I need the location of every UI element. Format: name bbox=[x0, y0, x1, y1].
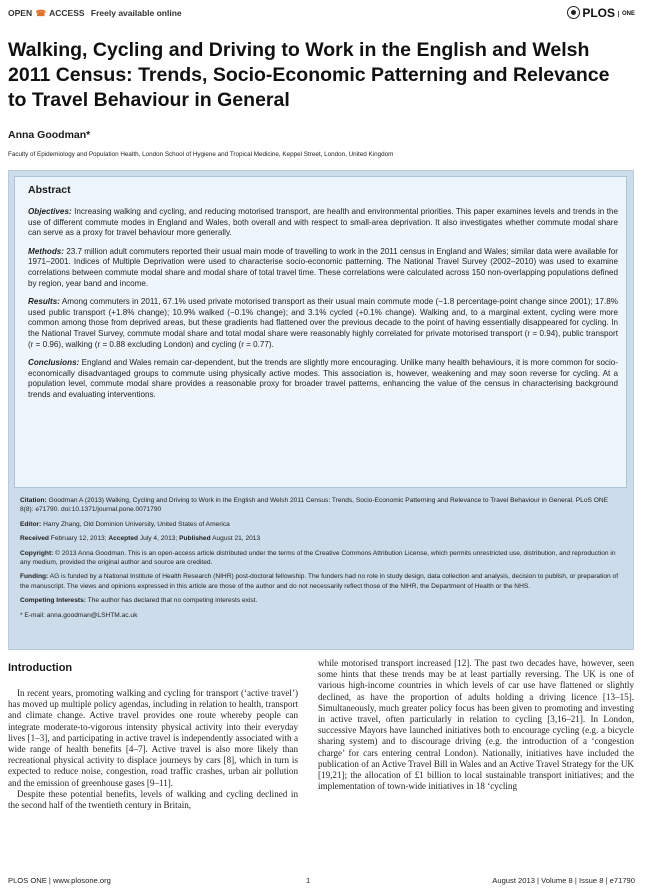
copyright-text: © 2013 Anna Goodman. This is an open-access article distributed under the terms of the Creative Commons Attribution License, which permits unrestricted use, distribution, and reproduction in any medium, provided the original author and source are credited. bbox=[20, 549, 616, 567]
introduction-heading: Introduction bbox=[8, 662, 73, 674]
intro-paragraph-continued: while motorised transport increased [12]. The past two decades have, however, seen some hints that these trends may be at least partially reversing. The UK is one of various high-income countries in which levels of car use have flattened or slightly declined, as have the proportion of adults holding a driving licence [13–15]. Simultaneously, much greater policy focus has been given to promoting and investing in active travel, often particularly in relation to cycling [3,16–21]. In London, successive Mayors have launched initiatives both to encourage cycling (e.g. a bicycle sharing system) and to discourage driving (e.g. the introduction of a ‘congestion charge’ for cars entering central London). Nationally, initiatives have included the publication of an Active Travel Bill in Wales and an Active Travel Strategy for the UK [19,21]; the allocation of £1 billion to local sustainable transport initiatives; and the implementation of town-wide initiatives in 18 ‘cycling bbox=[318, 658, 634, 792]
methods-label: Methods: bbox=[28, 246, 64, 256]
editor bbox=[20, 520, 622, 529]
intro-paragraph-2: Despite these potential benefits, levels of walking and cycling declined in the second half of the twentieth century in Britain, bbox=[8, 788, 298, 811]
freely-available-label: Freely available online bbox=[90, 8, 182, 18]
page-number: 1 bbox=[306, 876, 311, 885]
abstract-box bbox=[14, 176, 627, 488]
plos-wordmark: PLOS bbox=[582, 6, 615, 20]
access-label: ACCESS bbox=[49, 8, 85, 18]
methods-text: 23.7 million adult commuters reported their usual main mode of travelling to work in the 2011 census in England and Wales; similar data were available for 1971–2001. Indices of Multiple Deprivation were used to characterise socio-economic patterning. The National Travel Survey (2002–2010) was used to examine correlations between commute modal share and modal share of total travel time. These correlations were calculated across 150 non-overlapping populations defined by region, year band and income. bbox=[28, 246, 618, 288]
results-text: Among commuters in 2011, 67.1% used private motorised transport as their usual main commute mode (−1.8 percentage-point change since 2001); 17.8% used public transport (+1.8% change); 10.9% walked (−0.1% change); and 3.1% cycled (+0.1% change). Walking and, to a marginal extent, cycling were more common among those from deprived areas, but these gradients had flattened over the previous decade to the point of having essentially disappeared for cycling. In the National Travel Survey, commute modal share and total modal share were reasonably highly correlated for private motorised transport (r = 0.94), public transport (r = 0.96), walking (r = 0.88 excluding London) and cycling (r = 0.77). bbox=[28, 297, 618, 349]
one-wordmark: ONE bbox=[618, 11, 635, 17]
article-title: Walking, Cycling and Driving to Work in the English and Welsh 2011 Census: Trends, Socio-Economic Patterning and Relevance to Travel Behaviour in General bbox=[8, 39, 610, 111]
editor-text: Harry Zhang, Old Dominion University, United States of America bbox=[41, 520, 230, 528]
results-label: Results: bbox=[28, 297, 60, 307]
conclusions-label: Conclusions: bbox=[28, 358, 80, 368]
plos-logo-icon bbox=[567, 6, 580, 19]
dates bbox=[20, 534, 622, 543]
conclusions-text: England and Wales remain car-dependent, but the trends are slightly more encouraging. Unlike many health behaviours, it is more common for socio-economically disadvantaged groups to commute using physically active modes. This association is, however, weakening and may soon reverse for cycling. At a population level, commute modal share provides a reasonable proxy for broader travel patterns, enhancing the value of the census in characterising background trends and evaluating interventions. bbox=[28, 358, 618, 399]
editor-label: Editor: bbox=[20, 520, 42, 528]
open-access-lock-icon: ☎ bbox=[35, 8, 47, 18]
competing-text: The author has declared that no competing interests exist. bbox=[85, 597, 258, 605]
competing-label: Competing Interests: bbox=[20, 597, 86, 605]
citation-label: Citation: bbox=[20, 497, 47, 504]
abstract-heading: Abstract bbox=[28, 184, 71, 196]
funding bbox=[20, 572, 622, 591]
footer-journal-site: PLOS ONE | www.plosone.org bbox=[8, 876, 111, 885]
footer-issue-info: August 2013 | Volume 8 | Issue 8 | e71790 bbox=[492, 876, 635, 885]
author-affiliation: Faculty of Epidemiology and Population Health, London School of Hygiene and Tropical Medicine, Keppel Street, London, United Kingdom bbox=[8, 151, 394, 158]
copyright bbox=[20, 549, 622, 568]
published-label: Published bbox=[179, 535, 211, 543]
objectives-text: Increasing walking and cycling, and reducing motorised transport, are health and environmental priorities. This paper examines levels and trends in the use of different commute modes in England and Wales, both overall and with respect to small-area deprivation. It also investigates whether commute modal share can serve as a proxy for travel behaviour more generally. bbox=[28, 207, 618, 238]
funding-label: Funding: bbox=[20, 573, 49, 581]
received-label: Received bbox=[20, 535, 49, 543]
open-access-badge bbox=[8, 8, 182, 19]
abstract-results bbox=[28, 297, 618, 350]
competing-interests bbox=[20, 596, 622, 605]
plos-one-logo bbox=[567, 6, 635, 20]
open-label: OPEN bbox=[8, 8, 33, 18]
journal-header-bar bbox=[8, 6, 637, 24]
article-metadata bbox=[20, 496, 622, 625]
abstract-conclusions bbox=[28, 358, 618, 400]
citation bbox=[20, 496, 622, 515]
funding-text: AG is funded by a National Institute of Health Research (NIHR) post-doctoral fellowship. The funders had no role in study design, data collection and analysis, decision to publish, or preparation of the manuscript. The views and opinions expressed in this article are those of the author and do not necessarily reflect those of the NIHR, the Department of Health or the NHS. bbox=[20, 573, 619, 590]
copyright-label: Copyright: bbox=[20, 549, 54, 557]
intro-paragraph-1: In recent years, promoting walking and cycling for transport (‘active travel’) has moved up multiple policy agendas, including in relation to health, transport and climate change. Active travel provides one route whereby people can integrate moderate-to-vigorous intensity physical activity into their everyday lives [1–3], and participating in active travel is independently associated with a wide range of health benefits [4–7]. Active travel is also more likely than recreational physical activity to displace journeys by cars [8], which in turn is expected to reduce noise, congestion, road traffic crashes, urban air pollution and the emission of greenhouse gases [9–11]. bbox=[8, 688, 298, 788]
objectives-label: Objectives: bbox=[28, 207, 72, 216]
citation-text: Goodman A (2013) Walking, Cycling and Driving to Work in the English and Welsh 2011 Census: Trends, Socio-Economic Patterning and Relevance to Travel Behaviour in General. PLoS ONE 8(8): e71790. doi:10.1371/journal.pone.0071790 bbox=[20, 497, 608, 514]
accepted-label: Accepted bbox=[108, 535, 139, 543]
published-date: August 21, 2013 bbox=[210, 535, 261, 543]
accepted-date: July 4, 2013; bbox=[138, 535, 180, 543]
received-date: February 12, 2013; bbox=[48, 535, 109, 543]
abstract-methods bbox=[28, 247, 618, 289]
abstract-objectives bbox=[28, 207, 618, 239]
body-column-right bbox=[318, 658, 634, 792]
author-name: Anna Goodman* bbox=[8, 129, 91, 141]
body-column-left bbox=[8, 662, 298, 811]
author-email: * E-mail: anna.goodman@LSHTM.ac.uk bbox=[20, 611, 138, 619]
